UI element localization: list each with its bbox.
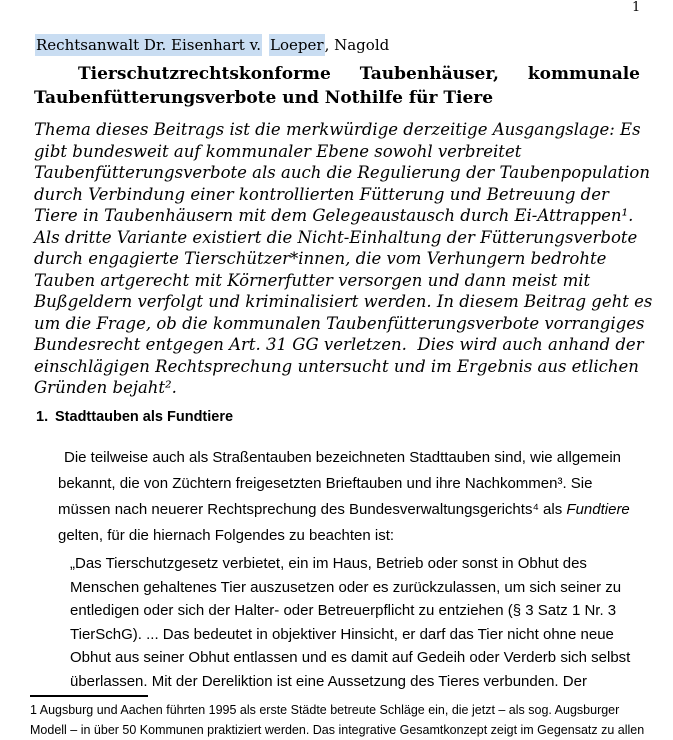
intro-line: Taubenfütterungsverbote als auch die Regulierung der Taubenpopulation: [34, 162, 652, 184]
intro-line: Thema dieses Beitrags ist die merkwürdige derzeitige Ausgangslage: Es: [34, 119, 652, 141]
intro-line: durch Verbindung einer kontrollierten Fütterung und Betreuung der: [34, 184, 652, 206]
intro-paragraph: [34, 119, 652, 399]
section-title: Stadttauben als Fundtiere: [55, 409, 233, 425]
title-line-1: Tierschutzrechtskonforme Taubenhäuser, kommunale: [34, 63, 640, 87]
footnote-line: Modell – in über 50 Kommunen praktiziert werden. Das integrative Gesamtkonzept zeigt im Gegensatz zu allen: [30, 721, 644, 740]
section-number: 1.: [36, 409, 55, 425]
quote-line: „Das Tierschutzgesetz verbietet, ein im Haus, Betrieb oder sonst in Obhut des: [70, 552, 630, 576]
author-city: , Nagold: [325, 36, 390, 54]
section-1-heading: [36, 409, 233, 425]
quote-line: TierSchG). ... Das bedeutet in objektiver Hinsicht, er darf das Tier nicht ohne neue: [70, 623, 630, 647]
body-paragraph-1: [58, 445, 630, 549]
footnote-line: 1 Augsburg und Aachen führten 1995 als erste Städte betreute Schläge ein, die jetzt – als sog. Augsburger: [30, 701, 644, 721]
body-line: gelten, für die hiernach Folgendes zu beachten ist:: [58, 523, 630, 549]
intro-line: einschlägigen Rechtsprechung untersucht und im Ergebnis aus etlichen: [34, 356, 652, 378]
quote-line: Obhut aus seiner Obhut entlassen und es damit auf Gedeih oder Verderb sich selbst: [70, 646, 630, 670]
author-surname-highlighted: Loeper: [269, 34, 325, 56]
author-line: [35, 36, 389, 54]
intro-line: Als dritte Variante existiert die Nicht-Einhaltung der Fütterungsverbote: [34, 227, 652, 249]
footnote-1: [30, 701, 644, 740]
intro-line: Tiere in Taubenhäusern mit dem Gelegeaustausch durch Ei-Attrappen¹.: [34, 205, 652, 227]
intro-line: Bundesrecht entgegen Art. 31 GG verletzen. Dies wird auch anhand der: [34, 334, 652, 356]
fundtiere-italic-term: Fundtiere: [566, 501, 629, 518]
body-line: [58, 497, 630, 523]
intro-line: Bußgeldern verfolgt und kriminalisiert werden. In diesem Beitrag geht es: [34, 291, 652, 313]
document-title: [34, 63, 640, 110]
quote-paragraph: [70, 552, 630, 693]
intro-line: um die Frage, ob die kommunalen Taubenfütterungsverbote vorrangiges: [34, 313, 652, 335]
quote-line: überlassen. Mit der Dereliktion ist eine Aussetzung des Tieres verbunden. Der: [70, 670, 630, 694]
quote-line: Menschen gehaltenes Tier auszusetzen oder es zurückzulassen, um sich seiner zu: [70, 576, 630, 600]
body-line: bekannt, die von Züchtern freigesetzten Brieftauben und ihre Nachkommen³. Sie: [58, 471, 630, 497]
body-line-text: müssen nach neuerer Rechtsprechung des Bundesverwaltungsgerichts⁴ als: [58, 501, 566, 518]
quote-line: entledigen oder sich der Halter- oder Betreuerpflicht zu entziehen (§ 3 Satz 1 Nr. 3: [70, 599, 630, 623]
footnote-separator: [30, 695, 148, 697]
intro-line: Gründen bejaht².: [34, 377, 652, 399]
intro-line: durch engagierte Tierschützer*innen, die vom Verhungern bedrohte: [34, 248, 652, 270]
author-name-highlighted: Rechtsanwalt Dr. Eisenhart v.: [35, 34, 262, 56]
body-line: Die teilweise auch als Straßentauben bezeichneten Stadttauben sind, wie allgemein: [58, 445, 630, 471]
page-number: 1: [632, 0, 640, 15]
title-line-2: Taubenfütterungsverbote und Nothilfe für Tiere: [34, 87, 640, 111]
intro-line: gibt bundesweit auf kommunaler Ebene sowohl verbreitet: [34, 141, 652, 163]
intro-line: Tauben artgerecht mit Körnerfutter versorgen und dann meist mit: [34, 270, 652, 292]
